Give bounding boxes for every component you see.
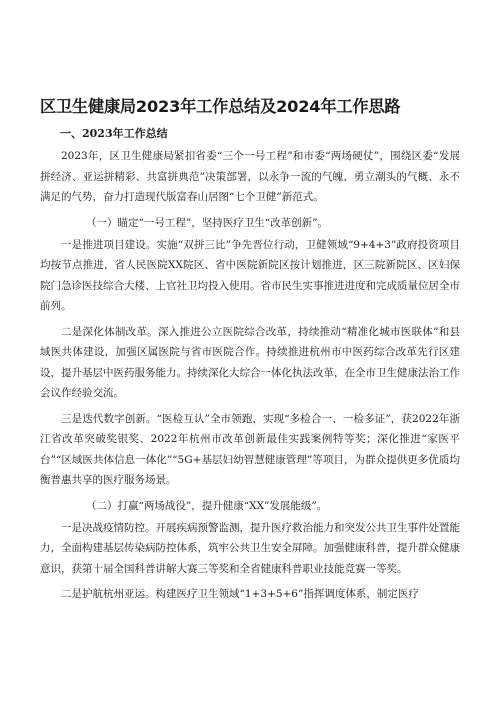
paragraph-digital-innovation: 三是迭代数字创新。“医检互认”全市领跑，实现“多检合一、一检多证”，获2022年浙江省改革突破奖银奖、2022年杭州市改革创新最佳实践案例特等奖；深化推进“家医平台”“区域医共体信息一体化”“5G+基层妇幼智慧健康管理”等项目，为群众提供更多优质均衡普惠共享的医疗服务场景。 bbox=[40, 412, 460, 486]
paragraph-asian-games: 二是护航杭州亚运。构建医疗卫生领域“1+3+5+6”指挥调度体系，制定医疗 bbox=[61, 588, 419, 600]
paragraph-project-construction: 一是推进项目建设。实施“双拼三比”争先晋位行动，卫健领域“9+4+3”政府投资项目均按节点推进，省人民医院XX院区、省中医院新院区按计划推进，区三院新院区、区妇保院门急诊医技综合大楼、上官社卫均投入使用。省市民生实事推进进度和完成质量位居全市前列。 bbox=[40, 238, 460, 312]
subsection-heading-reform: （一）瞄定“一号工程”，坚持医疗卫生“改革创新”。 bbox=[86, 216, 328, 229]
paragraph-epidemic-control: 一是决战疫情防控。开展疾病预警监测，提升医疗救治能力和突发公共卫生事件处置能力，全面构建基层传染病防控体系，筑牢公共卫生安全屏障。加强健康科普，提升群众健康意识，获第十届全国科普讲解大赛三等奖和全省健康科普职业技能竞赛一等奖。 bbox=[40, 521, 460, 575]
document-title: 区卫生健康局2023年工作总结及2024年工作思路 bbox=[40, 97, 401, 116]
subsection-heading-two-battles: （二）打赢“两场战役”，提升健康“XX”发展能级”。 bbox=[86, 499, 328, 512]
intro-paragraph: 2023年，区卫生健康局紧扣省委“三个一号工程”和市委“两场硬仗”，围绕区委“发展拼经济、亚运拼精彩、共富拼典范”决策部署，以永争一流的气魄、勇立潮头的气概、永不满足的气势，奋力打造现代版富春山居图“七个卫健”新范式。 bbox=[40, 150, 460, 203]
section-heading-summary: 一、2023年工作总结 bbox=[60, 127, 168, 140]
paragraph-system-reform: 二是深化体制改革。深入推进公立医院综合改革，持续推动“精准化城市医联体”和县域医共体建设，加强区属医院与省市医院合作。持续推进杭州市中医药综合改革先行区建设，提升基层中医药服务能力。持续深化大综合一体化执法改革，在全市卫生健康法治工作会议作经验交流。 bbox=[40, 325, 460, 399]
